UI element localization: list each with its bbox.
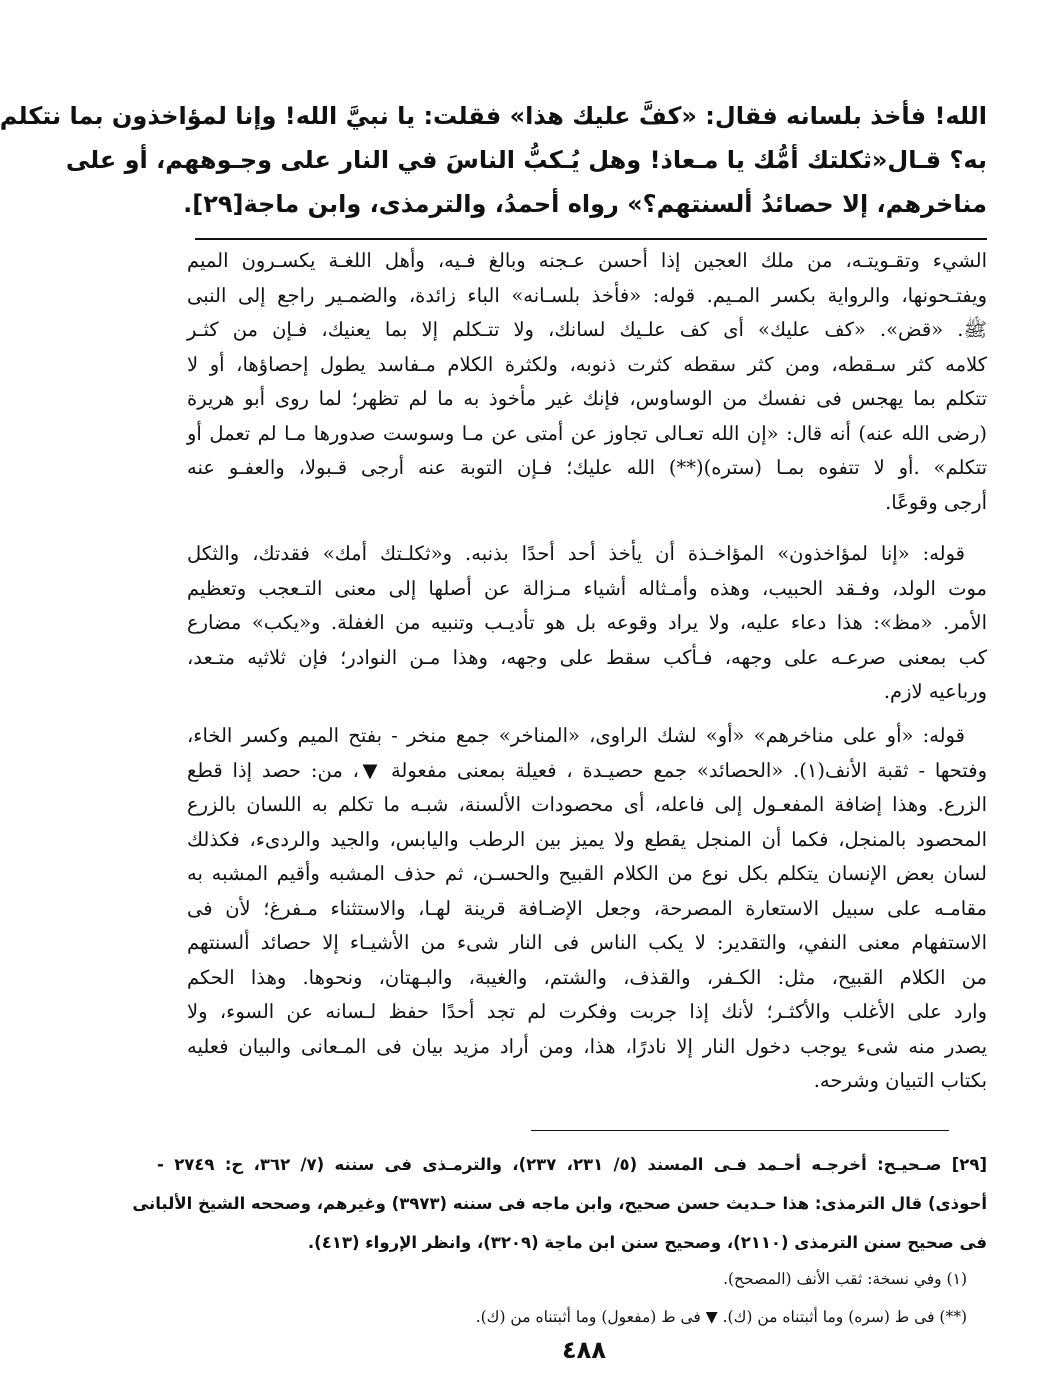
note-line: (١) وفي نسخة: ثقب الأنف (المصحح). [723,1270,967,1288]
commentary-line: وفتحها - ثقبة الأنف(١). «الحصائد» جمع حصيـدة ، فعيلة بمعنى مفعولة ▼، من: حصد إذا قطع [187,758,988,782]
commentary-line: تتكلم بما يهجس فى نفسك من الوساوس، فإنك غير مأخوذ به ما لم تظهر؛ لما روى أبو هريرة [187,387,987,410]
hadith-line: الله! فأخذ بلسانه فقال: «كفَّ عليك هذا» فقلت: يا نبيَّ الله! وإنا لمؤاخذون بما نتكلم [0,102,987,130]
page-number: ٤٨٨ [562,1336,606,1364]
note-line: (**) فى ط (سره) وما أثبتناه من (ك). ▼ فى ط (مفعول) وما أثبتناه من (ك). [475,1308,967,1326]
commentary-line: يصدر منه شىء يوجب دخول النار إلا نادرًا، هذا، ومن أراد مزيد بيان فى المـعانى والبيان فعليه [187,1034,987,1058]
commentary-line: وارد على الأغلب والأكثـر؛ لأنك إذا جربت وفكرت لم تجد أحدًا حفظ لـسانه عن السوء، ولا [187,1000,987,1023]
commentary-line: ويفتـحونها، والرواية بكسر المـيم. قوله: «فأخذ بلسـانه» الباء زائدة، والضمـير راجع إلى النبى [187,283,987,307]
commentary-line: الزرع. وهذا إضافة المفعـول إلى فاعله، أى محصودات الألسنة، شبـه ما تكلم به اللسان بالزرع [187,793,987,816]
commentary-line: كب بمعنى صرعـه على وجهه، فـأكب سقط على وجهه، وهذا مـن النوادر؛ فإن ثلاثيه متـعد، [187,645,987,669]
hadith-line: به؟ قـال«ثكلتك أمُّك يا مـعاذ! وهل يُـكبُّ الناسَ في النار على وجـوههم، أو على [65,146,987,174]
commentary-line: تتكلم» .أو لا تتفوه بمـا (ستره)(**) الله عليك؛ فـإن التوبة عنه أرجى قـبولا، والعفـو عنه [187,456,987,479]
commentary-line: الاستفهام معنى النفي، والتقدير: لا يكب الناس فى النار شىء من الأشيـاء إلا حصائد ألسنتهم [187,931,987,954]
commentary-line: من الكلام القبيح، مثل: الكـفر، والقذف، والشتم، والغيبة، والبـهتان، ونحوها. وهذا الحكم [187,965,987,989]
commentary-line: بكتاب التبيان وشرحه. [813,1069,987,1092]
commentary-line: الأمر. «مظ»: هذا دعاء عليه، ولا يراد وقوعه بل هو تأديـب وتنبيه من الغفلة. و«يكب» مضارع [187,611,987,634]
source-line: أحوذى) قال الترمذى: هذا حـديث حسن صحيح، وابن ماجه فى سننه (٣٩٧٣) وغيرهم، وصححه الشيخ الألبانى [132,1194,987,1213]
commentary-line: ورباعيه لازم. [883,680,987,703]
hadith-separator-rule [195,238,987,240]
commentary-line: أرجى وقوعًا. [885,490,987,514]
source-line: فى صحيح سنن الترمذى (٢١١٠)، وصحيح سنن ابن ماجة (٣٢٠٩)، وانظر الإرواء (٤١٣). [307,1233,987,1252]
commentary-line: قوله: «إنا لمؤاخذون» المؤاخـذة أن يأخذ أحد أحدًا بذنبه. و«ثكلـتك أمك» فقدتك، والثكل [187,542,965,565]
commentary-line: المحصود بالمنجل، فكما أن المنجل يقطع ولا يميز بين الرطب واليابس، والجيد والردىء، فكذلك [187,827,987,851]
commentary-line: لسان بعض الإنسان يتكلم بكل نوع من الكلام القبيح والحسـن، ثم حذف المشبه وأقيم المشبه به [187,862,987,885]
source-line: [٢٩] صـحيـح: أخرجـه أحـمد فـى المسند (٥/ ٢٣١، ٢٣٧)، والترمـذى فى سننه (٧/ ٣٦٢، ح: ٢٧٤٩ - [157,1155,987,1174]
commentary-line: قوله: «أو على مناخرهم» «أو» لشك الراوى، «المناخر» جمع منخر - بفتح الميم وكسر الخاء، [187,724,965,747]
commentary-line: مقامـه على سبيل الاستعارة المصرحة، وجعل الإضـافة قرينة لهـا، والاستثناء مـفرغ؛ لأن فى [187,896,987,920]
hadith-line: مناخرهم، إلا حصائدُ ألسنتهم؟» رواه أحمدُ، والترمذى، وابن ماجة[٢٩]. [183,190,987,218]
footnote-separator-rule [531,1130,949,1131]
commentary-line: كلامه كثر سـقطه، ومن كثر سقطه كثرت ذنوبه، ولكثرة الكلام مـفاسد يطول إحصاؤها، أو لا [187,352,987,376]
commentary-line: ﷺ. «قض». «كف عليك» أى كف علـيك لسانك، ولا تتـكلم إلا بما يعنيك، فـإن من كثـر [187,318,987,341]
commentary-line: الشيء وتقـويتـه، من ملك العجين إذا أحسن عـجنه وبالغ فـيه، وأهل اللغـة يكسـرون الميم [187,249,987,272]
commentary-line: (رضى الله عنه) أنه قال: «إن الله تعـالى تجاوز عن أمتى عن مـا وسوست صدورها مـا لم تعمل أو [187,421,987,445]
commentary-line: موت الولد، وفـقد الحبيب، وهذه وأمـثاله أشياء مـزالة عن أصلها إلى معنى التـعجب وتعظيم [187,576,987,600]
